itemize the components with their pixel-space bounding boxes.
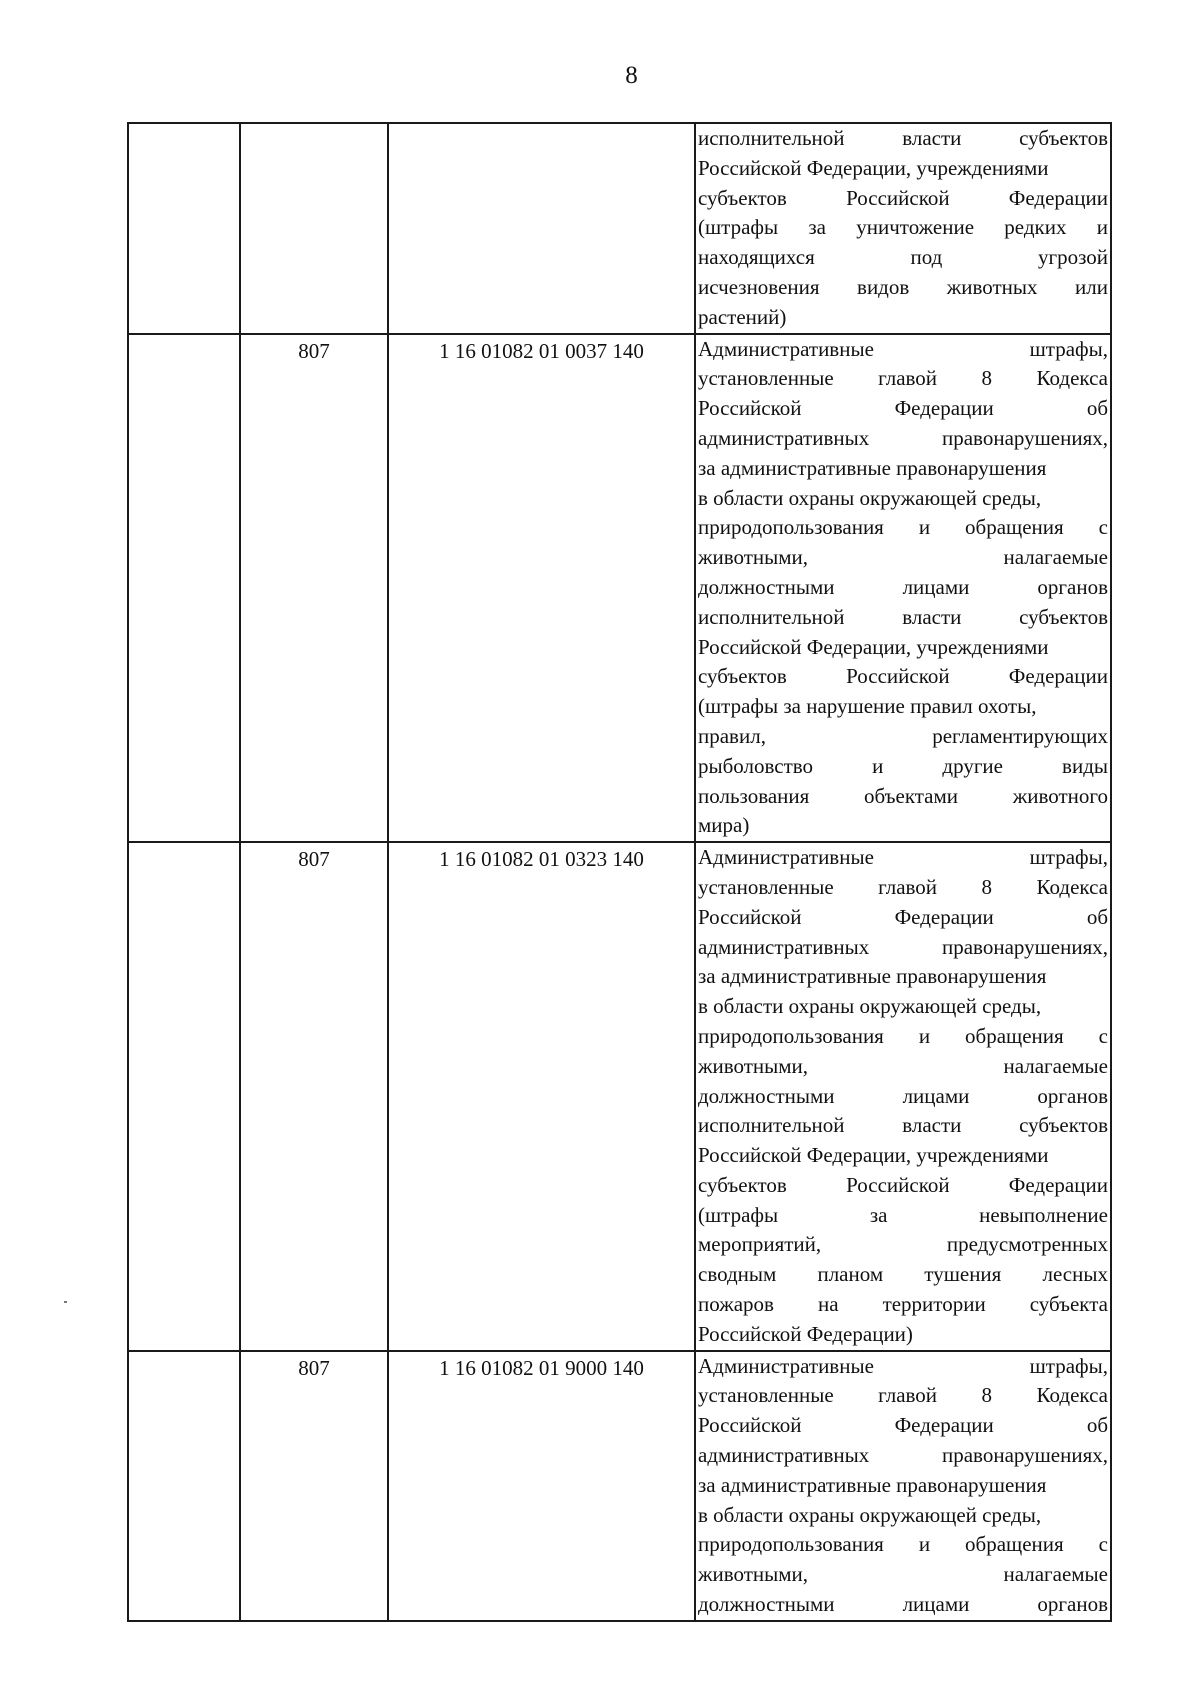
description-word: Российской Федерации, учреждениями (698, 634, 1049, 659)
cell-admin-code: 807 (240, 842, 388, 1351)
description-word: штрафы, (1029, 1353, 1108, 1378)
description-line (698, 962, 1108, 992)
description-line (698, 603, 1108, 633)
description-line (698, 1082, 1108, 1112)
description-word: уничтожение (856, 215, 975, 240)
cell-description (695, 123, 1111, 334)
description-word: и (918, 1023, 931, 1048)
description-word: (штрафы (698, 215, 779, 240)
description-word: правонарушениях, (942, 425, 1108, 450)
description-line (698, 873, 1108, 903)
description-word: с (1098, 1532, 1108, 1557)
description-word: исполнительной (698, 126, 845, 150)
page-number: 8 (625, 62, 638, 89)
description-line (698, 543, 1108, 573)
description-line (698, 394, 1108, 424)
description-word: лесных (1042, 1262, 1108, 1287)
description-word: субъектов (698, 1172, 787, 1197)
description-word: главой (878, 1383, 938, 1408)
description-line (698, 1230, 1108, 1260)
description-word: объектами (863, 783, 959, 808)
description-word: находящихся (698, 245, 815, 270)
description-word: лицами (902, 574, 970, 599)
cell-budget-classification-code: 1 16 01082 01 0323 140 (388, 842, 695, 1351)
description-line (698, 484, 1108, 514)
description-line (698, 662, 1108, 692)
description-line (698, 1441, 1108, 1471)
cell-empty (128, 842, 240, 1351)
description-word: правонарушениях, (942, 1443, 1108, 1468)
description-word: за (869, 1202, 888, 1227)
description-line (698, 1320, 1108, 1350)
description-word: редких (1004, 215, 1067, 240)
description-word: природопользования (698, 1023, 884, 1048)
description-word: исчезновения (698, 274, 820, 299)
description-word: субъектов (1019, 126, 1108, 150)
description-word: мира) (698, 813, 750, 838)
description-word: субъектов (1019, 1113, 1108, 1138)
description-word: Российской (698, 396, 802, 421)
description-word: Российской (698, 904, 802, 929)
description-word: Кодекса (1036, 874, 1108, 899)
description-word: животными, (698, 545, 809, 570)
description-word: должностными (698, 1592, 835, 1617)
description-word: налагаемые (1003, 1562, 1108, 1587)
description-word: органов (1037, 1083, 1108, 1108)
description-word: Федерации (894, 904, 994, 929)
cell-budget-classification-code (388, 123, 695, 334)
description-line (698, 903, 1108, 933)
description-word: угрозой (1037, 245, 1108, 270)
description-word: (штрафы (698, 1202, 779, 1227)
cell-description (695, 1351, 1111, 1621)
description-word: Федерации (1008, 1172, 1108, 1197)
description-line (698, 782, 1108, 812)
description-word: Административные (698, 845, 874, 870)
description-word: в области охраны окружающей среды, (698, 994, 1042, 1019)
description-word: административных (698, 1443, 870, 1468)
description-line (698, 124, 1108, 154)
description-word: невыполнение (979, 1202, 1108, 1227)
description-word: Федерации (1008, 185, 1108, 210)
description-word: территории (882, 1292, 986, 1317)
description-word: главой (878, 366, 938, 391)
description-word: правил, (698, 723, 766, 748)
description-word: природопользования (698, 1532, 884, 1557)
description-word: видов (857, 274, 910, 299)
description-line (698, 752, 1108, 782)
description-word: рыболовство (698, 753, 814, 778)
description-word: регламентирующих (932, 723, 1108, 748)
description-word: субъектов (698, 185, 787, 210)
description-line (698, 184, 1108, 214)
description-word: правонарушениях, (942, 934, 1108, 959)
description-word: сводным (698, 1262, 777, 1287)
description-line (698, 1471, 1108, 1501)
description-line (698, 243, 1108, 273)
description-word: под (910, 245, 943, 270)
description-word: за административные правонарушения (698, 455, 1047, 480)
description-word: лицами (902, 1592, 970, 1617)
description-word: (штрафы за нарушение правил охоты, (698, 694, 1037, 719)
description-word: исполнительной (698, 604, 845, 629)
description-word: главой (878, 874, 938, 899)
description-word: об (1086, 904, 1108, 929)
description-line (698, 213, 1108, 243)
description-line (698, 513, 1108, 543)
table-row (128, 842, 1111, 1351)
description-word: за административные правонарушения (698, 964, 1047, 989)
description-word: тушения (924, 1262, 1002, 1287)
description-word: 8 (981, 1383, 993, 1408)
description-word: пользования (698, 783, 810, 808)
description-word: Российской (846, 1172, 950, 1197)
description-word: или (1075, 274, 1108, 299)
description-word: субъекта (1029, 1292, 1108, 1317)
description-word: животными, (698, 1562, 809, 1587)
description-word: в области охраны окружающей среды, (698, 485, 1042, 510)
cell-description (695, 334, 1111, 843)
description-line (698, 722, 1108, 752)
description-word: за административные правонарушения (698, 1472, 1047, 1497)
description-line (698, 1411, 1108, 1441)
description-line (698, 454, 1108, 484)
description-word: Административные (698, 336, 874, 361)
description-word: и (918, 515, 931, 540)
description-line (698, 1111, 1108, 1141)
description-line (698, 424, 1108, 454)
description-word: планом (817, 1262, 884, 1287)
description-word: и (1096, 215, 1108, 240)
description-word: и (872, 753, 884, 778)
table-row (128, 1351, 1111, 1621)
description-word: мероприятий, (698, 1232, 822, 1257)
cell-admin-code (240, 123, 388, 334)
description-word: пожаров (698, 1292, 774, 1317)
description-word: Российской Федерации) (698, 1321, 913, 1346)
scan-speck (64, 1301, 67, 1303)
description-word: за (808, 215, 827, 240)
description-word: животных (946, 274, 1038, 299)
table-row (128, 123, 1111, 334)
description-word: обращения (965, 1532, 1064, 1557)
description-word: и (918, 1532, 931, 1557)
description-word: об (1086, 396, 1108, 421)
description-line (698, 933, 1108, 963)
description-word: установленные (698, 1383, 834, 1408)
description-word: Российской (846, 185, 950, 210)
description-word: Российской (698, 1413, 802, 1438)
description-line (698, 303, 1108, 333)
description-word: Федерации (894, 1413, 994, 1438)
description-word: на (817, 1292, 839, 1317)
description-line (698, 1381, 1108, 1411)
description-word: лицами (902, 1083, 970, 1108)
description-word: налагаемые (1003, 545, 1108, 570)
description-word: субъектов (1019, 604, 1108, 629)
description-word: обращения (965, 1023, 1064, 1048)
description-word: субъектов (698, 664, 787, 689)
description-word: животными, (698, 1053, 809, 1078)
revenue-classification-table (127, 122, 1112, 1622)
description-line (698, 1352, 1108, 1382)
cell-description (695, 842, 1111, 1351)
description-word: должностными (698, 1083, 835, 1108)
description-word: власти (902, 604, 962, 629)
description-word: Российской Федерации, учреждениями (698, 155, 1049, 180)
description-word: Российской (846, 664, 950, 689)
description-word: 8 (981, 366, 993, 391)
description-word: Российской Федерации, учреждениями (698, 1143, 1049, 1168)
description-line (698, 1052, 1108, 1082)
cell-admin-code: 807 (240, 1351, 388, 1621)
description-word: 8 (981, 874, 993, 899)
description-word: органов (1037, 1592, 1108, 1617)
description-word: животного (1012, 783, 1108, 808)
description-line (698, 1201, 1108, 1231)
description-line (698, 1501, 1108, 1531)
description-word: с (1098, 515, 1108, 540)
description-word: должностными (698, 574, 835, 599)
description-word: административных (698, 934, 870, 959)
description-word: Административные (698, 1353, 874, 1378)
description-word: Кодекса (1036, 366, 1108, 391)
description-word: штрафы, (1029, 845, 1108, 870)
description-word: органов (1037, 574, 1108, 599)
description-word: Кодекса (1036, 1383, 1108, 1408)
description-line (698, 633, 1108, 663)
table-body (128, 123, 1111, 1621)
description-line (698, 1141, 1108, 1171)
description-word: с (1098, 1023, 1108, 1048)
description-word: виды (1062, 753, 1108, 778)
cell-empty (128, 334, 240, 843)
description-word: Федерации (894, 396, 994, 421)
description-line (698, 154, 1108, 184)
description-word: административных (698, 425, 870, 450)
cell-budget-classification-code: 1 16 01082 01 9000 140 (388, 1351, 695, 1621)
description-line (698, 992, 1108, 1022)
description-line (698, 364, 1108, 394)
description-word: природопользования (698, 515, 884, 540)
cell-empty (128, 1351, 240, 1621)
table-row (128, 334, 1111, 843)
description-word: растений) (698, 304, 787, 329)
description-word: власти (902, 126, 962, 150)
description-line (698, 1022, 1108, 1052)
description-line (698, 811, 1108, 841)
description-line (698, 1171, 1108, 1201)
description-word: другие (942, 753, 1003, 778)
description-line (698, 335, 1108, 365)
description-line (698, 573, 1108, 603)
cell-budget-classification-code: 1 16 01082 01 0037 140 (388, 334, 695, 843)
description-line (698, 1530, 1108, 1560)
description-line (698, 692, 1108, 722)
description-line (698, 1260, 1108, 1290)
description-word: установленные (698, 874, 834, 899)
description-word: обращения (965, 515, 1064, 540)
cell-admin-code: 807 (240, 334, 388, 843)
description-line (698, 1590, 1108, 1620)
description-line (698, 273, 1108, 303)
description-word: установленные (698, 366, 834, 391)
description-line (698, 1560, 1108, 1590)
cell-empty (128, 123, 240, 334)
description-line (698, 843, 1108, 873)
description-word: Федерации (1008, 664, 1108, 689)
description-word: налагаемые (1003, 1053, 1108, 1078)
description-line (698, 1290, 1108, 1320)
description-word: об (1086, 1413, 1108, 1438)
description-word: предусмотренных (946, 1232, 1108, 1257)
description-word: в области охраны окружающей среды, (698, 1502, 1042, 1527)
description-word: власти (902, 1113, 962, 1138)
description-word: исполнительной (698, 1113, 845, 1138)
description-word: штрафы, (1029, 336, 1108, 361)
